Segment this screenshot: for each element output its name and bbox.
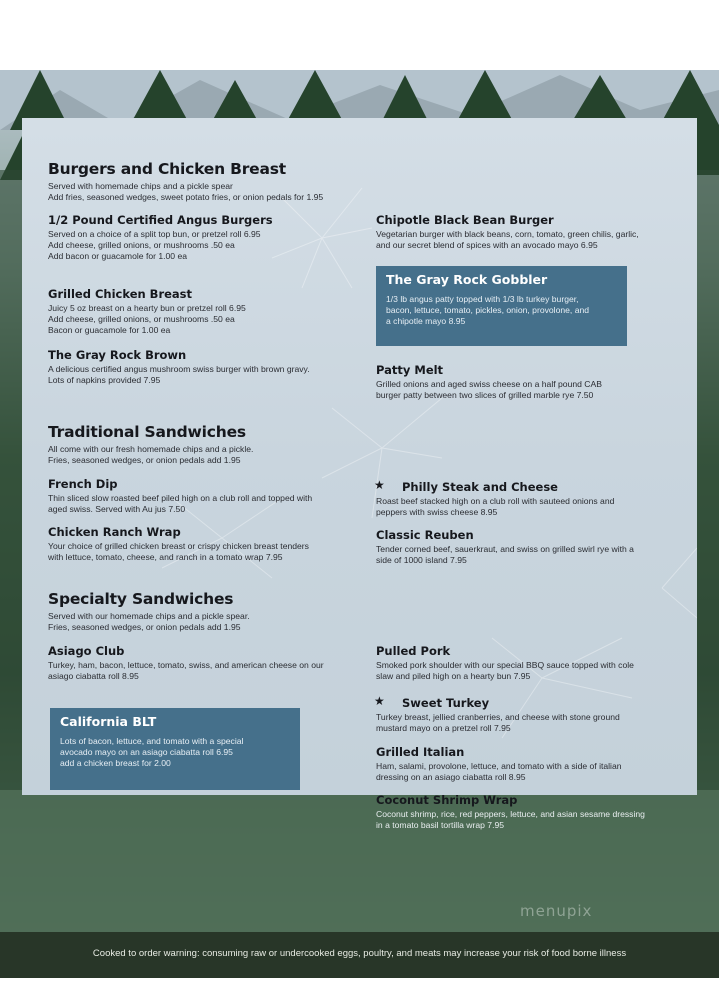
item-desc-chicken: Juicy 5 oz breast on a hearty bun or pretzel roll 6.95 Add cheese, grilled onions, or mushrooms .50 ea Bacon or guacamole for 1.00 ea (48, 303, 246, 335)
item-name-frenchdip: French Dip (48, 477, 118, 491)
item-desc-blackbean: Vegetarian burger with black beans, corn, tomato, green chilis, garlic, and our secret blend of spices with an avocado mayo 6.95 (376, 229, 639, 250)
item-name-pattymelt: Patty Melt (376, 363, 444, 377)
footer-warning-bar (0, 932, 719, 978)
item-name-ranchwrap: Chicken Ranch Wrap (48, 525, 181, 539)
item-desc-sweetturkey: Turkey breast, jellied cranberries, and cheese with stone ground mustard mayo on a pretzel roll 7.95 (376, 712, 620, 733)
section-title-traditional: Traditional Sandwiches (48, 423, 246, 441)
item-desc-pulledpork: Smoked pork shoulder with our special BBQ sauce topped with cole slaw and piled high on a hearty bun 7.95 (376, 660, 634, 681)
footer-warning-text: Cooked to order warning: consuming raw or undercooked eggs, poultry, and meats may increase your risk of food borne illness (92, 948, 627, 959)
item-desc-pattymelt: Grilled onions and aged swiss cheese on a half pound CAB burger patty between two slices of grilled marble rye 7.50 (376, 379, 602, 400)
item-desc-brown: A delicious certified angus mushroom swiss burger with brown gravy. Lots of napkins provided 7.95 (48, 364, 310, 385)
section-title-specialty: Specialty Sandwiches (48, 590, 234, 608)
item-name-chicken: Grilled Chicken Breast (48, 287, 193, 301)
item-name-brown: The Gray Rock Brown (48, 348, 187, 362)
item-desc-gobbler: 1/3 lb angus patty topped with 1/3 lb turkey burger, bacon, lettuce, tomato, pickles, onion, provolone, and a chipotle mayo 8.95 (386, 294, 590, 326)
featured-star-icon: ★ (374, 478, 385, 492)
item-name-sweetturkey: Sweet Turkey (402, 696, 490, 710)
item-name-italian: Grilled Italian (376, 745, 465, 759)
featured-star-icon: ★ (374, 694, 385, 708)
item-desc-ranchwrap: Your choice of grilled chicken breast or crispy chicken breast tenders with lettuce, tomato, cheese, and ranch in a tomato wrap 7.95 (48, 541, 309, 562)
watermark: menupix (520, 902, 593, 920)
item-desc-blt: Lots of bacon, lettuce, and tomato with a special avocado mayo on an asiago ciabatta roll 6.95 add a chicken breast for 2.00 (60, 736, 244, 768)
featured-box-gobbler (376, 266, 627, 346)
featured-box-blt (50, 708, 300, 790)
item-desc-philly: Roast beef stacked high on a club roll with sauteed onions and peppers with swiss cheese 8.95 (376, 496, 615, 517)
item-name-philly: Philly Steak and Cheese (402, 480, 558, 494)
item-name-blt: California BLT (60, 714, 157, 729)
section-desc-traditional: All come with our fresh homemade chips and a pickle. Fries, seasoned wedges, or onion pedals add 1.95 (48, 444, 254, 465)
item-name-asiago: Asiago Club (48, 644, 125, 658)
section-desc-burgers: Served with homemade chips and a pickle spear Add fries, seasoned wedges, sweet potato fries, or onion pedals for 1.95 (48, 181, 324, 202)
item-desc-reuben: Tender corned beef, sauerkraut, and swiss on grilled swirl rye with a side of 1000 island 7.95 (376, 544, 634, 565)
section-title-burgers: Burgers and Chicken Breast (48, 160, 286, 178)
item-desc-coconut: Coconut shrimp, rice, red peppers, lettuce, and asian sesame dressing in a tomato basil tortilla wrap 7.95 (376, 809, 645, 830)
item-name-angus: 1/2 Pound Certified Angus Burgers (48, 213, 273, 227)
menu-panel (22, 118, 697, 795)
item-desc-asiago: Turkey, ham, bacon, lettuce, tomato, swiss, and american cheese on our asiago ciabatta roll 8.95 (48, 660, 324, 681)
item-desc-frenchdip: Thin sliced slow roasted beef piled high on a club roll and topped with aged swiss. Served with Au jus 7.50 (48, 493, 313, 514)
item-name-pulledpork: Pulled Pork (376, 644, 451, 658)
item-desc-angus: Served on a choice of a split top bun, or pretzel roll 6.95 Add cheese, grilled onions, or mushrooms .50 ea Add bacon or guacamole for 1.00 ea (48, 229, 261, 261)
item-name-blackbean: Chipotle Black Bean Burger (376, 213, 554, 227)
item-name-coconut: Coconut Shrimp Wrap (376, 793, 518, 807)
item-name-gobbler: The Gray Rock Gobbler (386, 272, 548, 287)
section-desc-specialty: Served with our homemade chips and a pickle spear. Fries, seasoned wedges, or onion pedals add 1.95 (48, 611, 250, 632)
item-desc-italian: Ham, salami, provolone, lettuce, and tomato with a side of italian dressing on an asiago ciabatta roll 8.95 (376, 761, 622, 782)
item-name-reuben: Classic Reuben (376, 528, 474, 542)
